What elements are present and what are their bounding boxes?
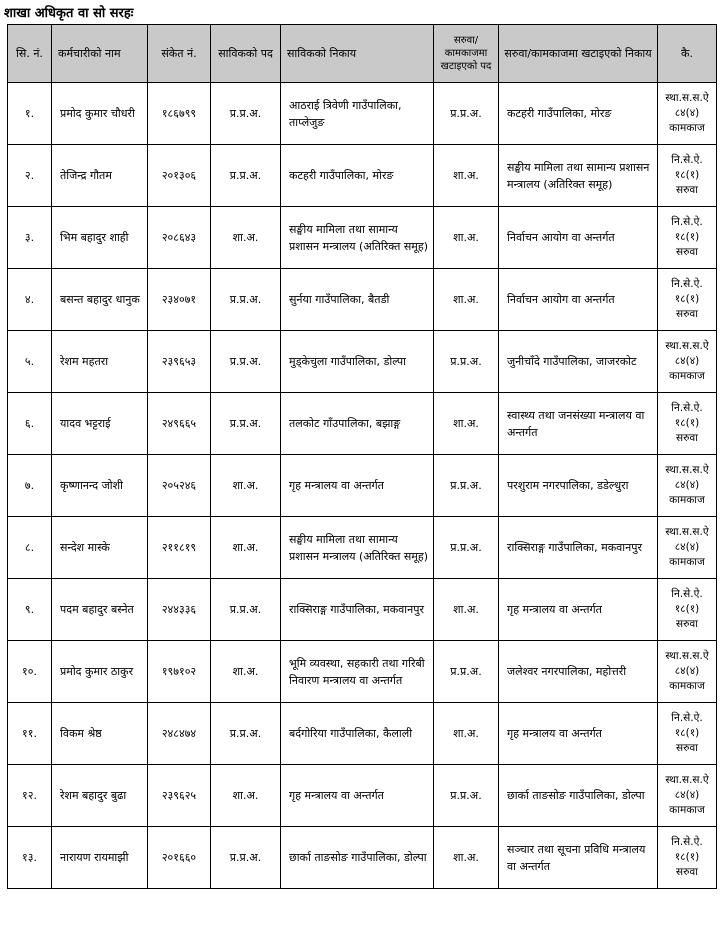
serial-cell: ९.: [8, 579, 52, 641]
remarks-cell: [658, 393, 717, 455]
remarks-cell: [658, 517, 717, 579]
col-header-sn: सि. नं.: [8, 25, 52, 83]
serial-cell: १०.: [8, 641, 52, 703]
remarks-cell: [658, 455, 717, 517]
new-office-cell: सङ्घीय मामिला तथा सामान्य प्रशासन मन्त्रालय (अतिरिक्त समूह): [499, 145, 658, 207]
employee-name-cell: रेशम महतरा: [52, 331, 148, 393]
new-post-cell: शा.अ.: [434, 393, 499, 455]
previous-post-cell: प्र.प्र.अ.: [211, 703, 281, 765]
code-number-cell: १९७१०२: [148, 641, 211, 703]
code-number-cell: २४९६६५: [148, 393, 211, 455]
table-row: [8, 579, 717, 641]
remarks-line: नि.से.ऐ.: [671, 278, 703, 290]
new-post-cell: शा.अ.: [434, 827, 499, 889]
remarks-cell: [658, 703, 717, 765]
remarks-line: कामकाज: [669, 556, 705, 568]
col-header-new-post: सरुवा/ कामकाजमा खटाइएको पद: [434, 25, 499, 83]
previous-office-cell: गृह मन्त्रालय वा अन्तर्गत: [281, 455, 434, 517]
previous-office-cell: बर्दगोरिया गाउँपालिका, कैलाली: [281, 703, 434, 765]
remarks-line: नि.से.ऐ.: [671, 402, 703, 414]
serial-cell: १३.: [8, 827, 52, 889]
remarks-line: सरुवा: [676, 184, 698, 196]
employee-name-cell: रेशम बहादुर बुढा: [52, 765, 148, 827]
remarks-line: स्था.स.स.ऐ: [665, 774, 709, 786]
col-header-code: संकेत नं.: [148, 25, 211, 83]
remarks-line: कामकाज: [669, 370, 705, 382]
remarks-line: सरुवा: [676, 742, 698, 754]
remarks-line: सरुवा: [676, 308, 698, 320]
table-row: [8, 703, 717, 765]
remarks-line: कामकाज: [669, 804, 705, 816]
new-post-cell: शा.अ.: [434, 703, 499, 765]
employee-name-cell: पदम बहादुर बस्नेत: [52, 579, 148, 641]
remarks-line: नि.से.ऐ.: [671, 154, 703, 166]
previous-post-cell: प्र.प्र.अ.: [211, 269, 281, 331]
remarks-line: नि.से.ऐ.: [671, 588, 703, 600]
previous-office-cell: भूमि व्यवस्था, सहकारी तथा गरिबी निवारण मन्त्रालय वा अन्तर्गत: [281, 641, 434, 703]
remarks-cell: [658, 83, 717, 145]
remarks-line: १८(१): [674, 727, 700, 739]
table-row: [8, 207, 717, 269]
new-post-cell: शा.अ.: [434, 269, 499, 331]
col-header-name: कर्मचारीको नाम: [52, 25, 148, 83]
table-row: [8, 765, 717, 827]
code-number-cell: २०५२४६: [148, 455, 211, 517]
remarks-line: कामकाज: [669, 494, 705, 506]
code-number-cell: २०१६६०: [148, 827, 211, 889]
new-post-cell: प्र.प्र.अ.: [434, 331, 499, 393]
new-office-cell: छार्का ताङसोङ गाउँपालिका, डोल्पा: [499, 765, 658, 827]
new-post-cell: प्र.प्र.अ.: [434, 455, 499, 517]
transfer-table: [7, 24, 717, 889]
previous-office-cell: आठराई त्रिवेणी गाउँपालिका, ताप्लेजुङ: [281, 83, 434, 145]
previous-office-cell: छार्का ताङसोङ गाउँपालिका, डोल्पा: [281, 827, 434, 889]
remarks-line: ८४(४): [674, 665, 700, 677]
employee-name-cell: यादव भट्टराई: [52, 393, 148, 455]
new-post-cell: प्र.प्र.अ.: [434, 765, 499, 827]
remarks-line: नि.से.ऐ.: [671, 836, 703, 848]
table-row: [8, 83, 717, 145]
remarks-line: सरुवा: [676, 432, 698, 444]
remarks-line: ८४(४): [674, 479, 700, 491]
serial-cell: ६.: [8, 393, 52, 455]
serial-cell: ५.: [8, 331, 52, 393]
serial-cell: २.: [8, 145, 52, 207]
remarks-line: सरुवा: [676, 866, 698, 878]
new-office-cell: निर्वाचन आयोग वा अन्तर्गत: [499, 269, 658, 331]
code-number-cell: २३९६२५: [148, 765, 211, 827]
previous-office-cell: सङ्घीय मामिला तथा सामान्य प्रशासन मन्त्रालय (अतिरिक्त समूह): [281, 207, 434, 269]
employee-name-cell: विकम श्रेष्ठ: [52, 703, 148, 765]
employee-name-cell: तेजिन्द्र गौतम: [52, 145, 148, 207]
new-post-cell: शा.अ.: [434, 579, 499, 641]
employee-name-cell: प्रमोद कुमार चौधरी: [52, 83, 148, 145]
remarks-line: स्था.स.स.ऐ: [665, 340, 709, 352]
code-number-cell: २११८१९: [148, 517, 211, 579]
remarks-line: १८(१): [674, 851, 700, 863]
new-office-cell: राक्सिराङ्ग गाउँपालिका, मकवानपुर: [499, 517, 658, 579]
remarks-cell: [658, 827, 717, 889]
code-number-cell: १८६७९९: [148, 83, 211, 145]
previous-office-cell: सङ्घीय मामिला तथा सामान्य प्रशासन मन्त्रालय (अतिरिक्त समूह): [281, 517, 434, 579]
remarks-line: स्था.स.स.ऐ: [665, 526, 709, 538]
remarks-line: नि.से.ऐ.: [671, 216, 703, 228]
serial-cell: ८.: [8, 517, 52, 579]
code-number-cell: २३९६५३: [148, 331, 211, 393]
previous-office-cell: कटहरी गाउँपालिका, मोरङ: [281, 145, 434, 207]
serial-cell: ११.: [8, 703, 52, 765]
remarks-cell: [658, 145, 717, 207]
previous-post-cell: प्र.प्र.अ.: [211, 83, 281, 145]
previous-office-cell: राक्सिराङ्ग गाउँपालिका, मकवानपुर: [281, 579, 434, 641]
previous-office-cell: गृह मन्त्रालय वा अन्तर्गत: [281, 765, 434, 827]
employee-name-cell: बसन्त बहादुर धानुक: [52, 269, 148, 331]
employee-name-cell: सन्देश मास्के: [52, 517, 148, 579]
section-heading: शाखा अधिकृत वा सो सरहः: [4, 6, 134, 21]
new-post-cell: शा.अ.: [434, 145, 499, 207]
previous-post-cell: शा.अ.: [211, 207, 281, 269]
remarks-cell: [658, 269, 717, 331]
serial-cell: ३.: [8, 207, 52, 269]
serial-cell: ७.: [8, 455, 52, 517]
new-office-cell: जुनीचाँदे गाउँपालिका, जाजरकोट: [499, 331, 658, 393]
table-row: [8, 517, 717, 579]
code-number-cell: २३४०७१: [148, 269, 211, 331]
new-office-cell: स्वास्थ्य तथा जनसंख्या मन्त्रालय वा अन्तर्गत: [499, 393, 658, 455]
remarks-line: कामकाज: [669, 680, 705, 692]
code-number-cell: २४८४७४: [148, 703, 211, 765]
previous-office-cell: मुड्केचुला गाउँपालिका, डोल्पा: [281, 331, 434, 393]
table-row: [8, 393, 717, 455]
table-row: [8, 269, 717, 331]
remarks-line: १८(१): [674, 417, 700, 429]
new-office-cell: निर्वाचन आयोग वा अन्तर्गत: [499, 207, 658, 269]
new-post-cell: शा.अ.: [434, 207, 499, 269]
serial-cell: १.: [8, 83, 52, 145]
new-office-cell: कटहरी गाउँपालिका, मोरङ: [499, 83, 658, 145]
previous-post-cell: प्र.प्र.अ.: [211, 145, 281, 207]
remarks-line: स्था.स.स.ऐ: [665, 464, 709, 476]
employee-name-cell: प्रमोद कुमार ठाकुर: [52, 641, 148, 703]
previous-post-cell: प्र.प्र.अ.: [211, 393, 281, 455]
remarks-line: १८(१): [674, 603, 700, 615]
new-office-cell: गृह मन्त्रालय वा अन्तर्गत: [499, 703, 658, 765]
col-header-new-office: सरुवा/कामकाजमा खटाइएको निकाय: [499, 25, 658, 83]
previous-office-cell: तलकोट गाँउपालिका, बझाङ्ग: [281, 393, 434, 455]
table-row: [8, 455, 717, 517]
table-row: [8, 145, 717, 207]
previous-post-cell: शा.अ.: [211, 641, 281, 703]
col-header-remarks: कै.: [658, 25, 717, 83]
table-row: [8, 641, 717, 703]
remarks-line: सरुवा: [676, 618, 698, 630]
remarks-line: स्था.स.स.ऐ: [665, 92, 709, 104]
table-row: [8, 827, 717, 889]
employee-name-cell: भिम बहादुर शाही: [52, 207, 148, 269]
new-post-cell: प्र.प्र.अ.: [434, 517, 499, 579]
previous-post-cell: प्र.प्र.अ.: [211, 579, 281, 641]
col-header-post: साविकको पद: [211, 25, 281, 83]
remarks-cell: [658, 579, 717, 641]
remarks-line: कामकाज: [669, 122, 705, 134]
previous-post-cell: प्र.प्र.अ.: [211, 827, 281, 889]
col-header-office: साविकको निकाय: [281, 25, 434, 83]
remarks-line: ८४(४): [674, 541, 700, 553]
serial-cell: ४.: [8, 269, 52, 331]
code-number-cell: २४४३३६: [148, 579, 211, 641]
employee-name-cell: नारायण रायमाझी: [52, 827, 148, 889]
previous-post-cell: शा.अ.: [211, 455, 281, 517]
remarks-line: १८(१): [674, 231, 700, 243]
remarks-line: स्था.स.स.ऐ: [665, 650, 709, 662]
remarks-line: ८४(४): [674, 789, 700, 801]
employee-name-cell: कृष्णानन्द जोशी: [52, 455, 148, 517]
new-office-cell: परशुराम नगरपालिका, डडेल्धुरा: [499, 455, 658, 517]
previous-office-cell: सुर्नया गाउँपालिका, बैतडी: [281, 269, 434, 331]
remarks-line: सरुवा: [676, 246, 698, 258]
serial-cell: १२.: [8, 765, 52, 827]
code-number-cell: २०८६४३: [148, 207, 211, 269]
remarks-line: ८४(४): [674, 355, 700, 367]
remarks-line: १८(१): [674, 293, 700, 305]
table-header-row: [8, 25, 717, 83]
previous-post-cell: शा.अ.: [211, 517, 281, 579]
remarks-line: ८४(४): [674, 107, 700, 119]
remarks-cell: [658, 641, 717, 703]
code-number-cell: २०१३०६: [148, 145, 211, 207]
new-office-cell: गृह मन्त्रालय वा अन्तर्गत: [499, 579, 658, 641]
remarks-cell: [658, 765, 717, 827]
previous-post-cell: प्र.प्र.अ.: [211, 331, 281, 393]
remarks-line: १८(१): [674, 169, 700, 181]
new-office-cell: सञ्चार तथा सूचना प्रविधि मन्त्रालय वा अन्तर्गत: [499, 827, 658, 889]
new-post-cell: प्र.प्र.अ.: [434, 83, 499, 145]
new-post-cell: प्र.प्र.अ.: [434, 641, 499, 703]
table-row: [8, 331, 717, 393]
new-office-cell: जलेश्वर नगरपालिका, महोत्तरी: [499, 641, 658, 703]
remarks-cell: [658, 207, 717, 269]
previous-post-cell: शा.अ.: [211, 765, 281, 827]
remarks-cell: [658, 331, 717, 393]
remarks-line: नि.से.ऐ.: [671, 712, 703, 724]
